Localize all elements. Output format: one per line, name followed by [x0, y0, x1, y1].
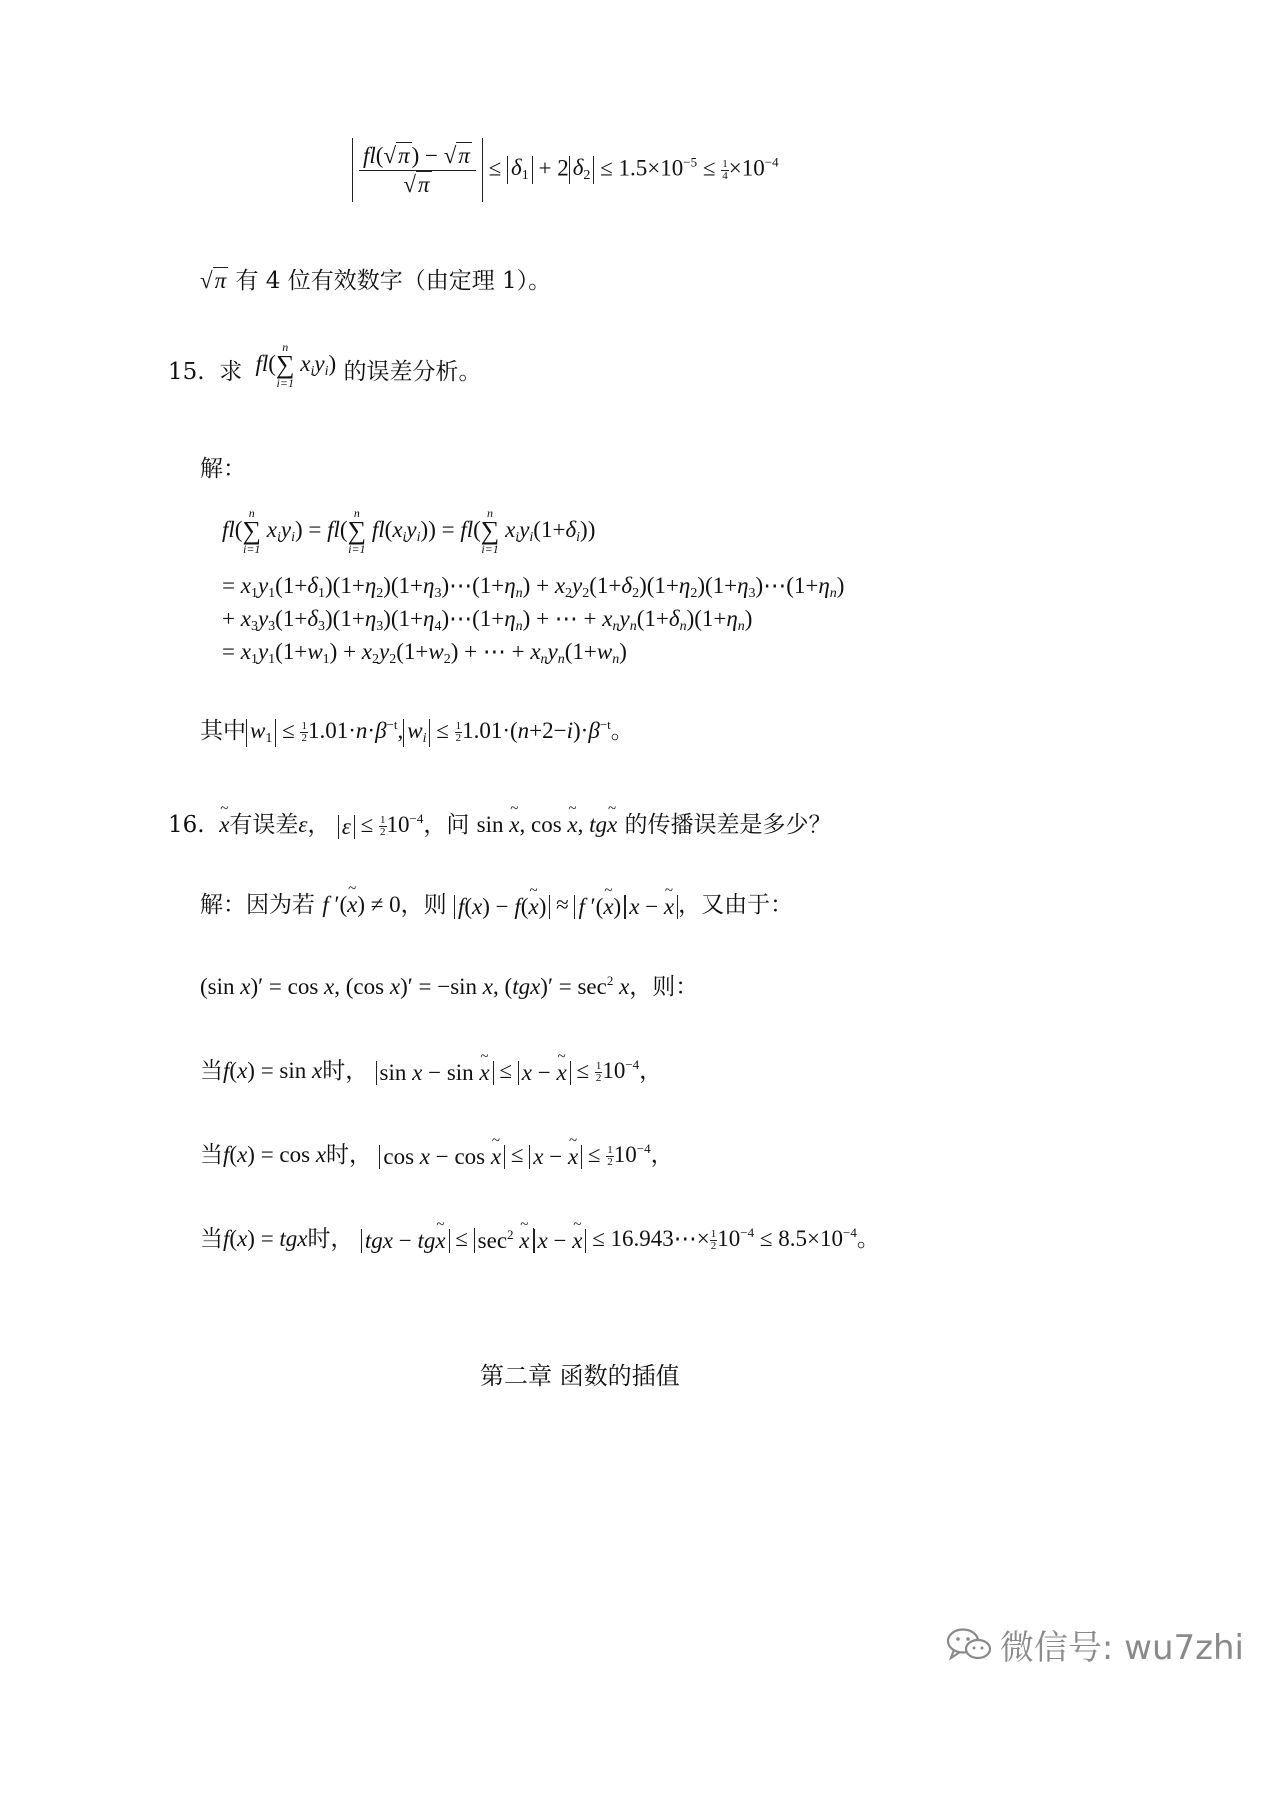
derivation-line-2: = $x_1y_1(1+\delta_1)(1+\eta_2)(1+\eta_3)\cdots(1+\eta_n)$ + $x_2y_2(1+\delta_2)(1+\eta_2)(1+\eta_3)\cdots(1+\eta_n)$ — [222, 573, 845, 601]
where-line: 其中 $w_1$ ≤ $\frac{1}{2}1.01\cdot n\cdot\beta^{-t}$, $w_i$ ≤ $\frac{1}{2}1.01\cdot(n+2-i)\cdot\beta^{-t}$。 — [200, 717, 634, 746]
derivation-line-4: = $x_1y_1(1+w_1) + x_2y_2(1+w_2)$ + ⋯ + $x_ny_n(1+w_n)$ — [222, 639, 627, 667]
watermark — [946, 1620, 1244, 1669]
derivation-line-3: + $x_3y_3(1+\delta_3)(1+\eta_3)(1+\eta_4)\cdots(1+\eta_n)$ + ⋯ + $x_ny_n(1+\delta_n)(1+\eta_n)$ — [222, 606, 753, 634]
solution-label-15: 解： — [200, 456, 246, 482]
problem-15-number: 15. — [168, 359, 205, 386]
wechat-logo-icon — [946, 1628, 992, 1662]
problem-16-number: 16. — [168, 812, 205, 838]
derivation-line-1: fl( n ∑ i=1 $x_iy_i) = fl$( n ∑ i=1 $fl(x_iy_i)) = fl$( n ∑ i=1 $x_iy_i(1+\delta_i)$) — [222, 506, 596, 557]
solution-16-line: 解：因为若 f ′(x ~) ≠ 0，则 f(x) − f(x ~) ≈ f ′(x ~) x − x ~ ，又由于： — [200, 886, 793, 919]
chapter-title: 第二章 函数的插值 — [480, 1362, 680, 1390]
problem-16: 16. x ~有误差ε， ε ≤ $\frac{1}{2}10^{-4}$，问 sin x ~, cos x ~, tgx ~ 的传播误差是多少？ — [168, 806, 832, 839]
derivatives-line: (sin x)′ = cos x, (cos x)′ = −sin x, $(tgx)' = \sec^2 x$，则： — [200, 973, 699, 1000]
equation-relative-error-sqrt-pi: $\frac{fl(√\pi) - √\pi}{√\pi}$ ≤ $\delta_1 + 2$ $\delta_2 \le 1.5\times 10^{-5}$ ≤ $\frac{1}{4}\times 10^{-4}$ — [352, 138, 779, 202]
case-cos: 当f(x) = cos x时， cos x − cos x ~ ≤ x − x ~ ≤ $\frac{1}{2}10^{-4}$， — [200, 1136, 674, 1169]
case-tg: 当f(x) = tgx时， tgx − tgx ~ ≤ $\sec^2 x$ ~ x − x ~ ≤ 16.943⋯× $\frac{1}{2}10^{-4} \le 8.5\times 10^{-4}$。 — [200, 1220, 880, 1253]
problem-15: 15. 求 fl( n ∑ i=1 $x_iy_i$) 的误差分析。 — [168, 340, 482, 391]
watermark-text: 微信号: wu7zhi — [999, 1628, 1244, 1668]
case-sin: 当f(x) = sin x时， sin x − sin x ~ ≤ x − x ~ ≤ $\frac{1}{2}10^{-4}$， — [200, 1052, 662, 1085]
significant-digits-line: √π 有 4 位有效数字（由定理 1）。 — [200, 268, 552, 294]
